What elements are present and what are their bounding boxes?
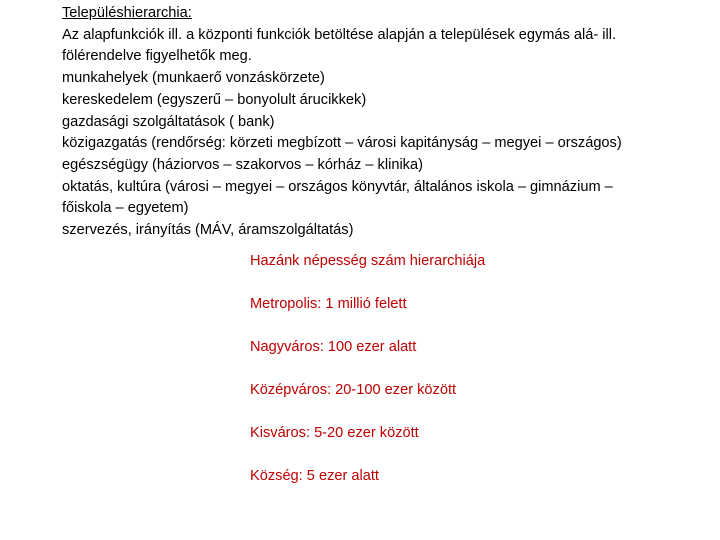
function-line-healthcare: egészségügy (háziorvos – szakorvos – kórház – klinika) (62, 156, 423, 173)
function-line-education: oktatás, kultúra (városi – megyei – országos könyvtár, általános iskola – gimnázium – (62, 178, 613, 195)
hierarchy-item-village: Község: 5 ezer alatt (250, 468, 379, 484)
hierarchy-item-medium-city: Középváros: 20-100 ezer között (250, 382, 457, 398)
population-hierarchy-list (250, 251, 690, 509)
hierarchy-heading: Hazánk népesség szám hierarchiája (250, 253, 486, 269)
intro-line: fölérendelve figyelhetők meg. (62, 48, 252, 65)
function-line-workplaces: munkahelyek (munkaerő vonzáskörzete) (62, 70, 325, 87)
hierarchy-item-metropolis: Metropolis: 1 millió felett (250, 296, 407, 312)
hierarchy-item-small-town: Kisváros: 5-20 ezer között (250, 425, 419, 441)
function-line-management: szervezés, irányítás (MÁV, áramszolgáltatás) (62, 222, 354, 239)
main-text-block (62, 3, 702, 242)
function-line-commerce: kereskedelem (egyszerű – bonyolult árucikkek) (62, 91, 367, 108)
function-line-administration: közigazgatás (rendőrség: körzeti megbízott – városi kapitányság – megyei – országos) (62, 135, 622, 152)
function-line-education-cont: főiskola – egyetem) (62, 200, 189, 217)
hierarchy-item-large-city: Nagyváros: 100 ezer alatt (250, 339, 417, 355)
page-title: Településhierarchia: (62, 5, 192, 21)
function-line-economic-services: gazdasági szolgáltatások ( bank) (62, 113, 275, 130)
intro-line: Az alapfunkciók ill. a központi funkciók betöltése alapján a települések egymás alá- ill. (62, 26, 617, 43)
